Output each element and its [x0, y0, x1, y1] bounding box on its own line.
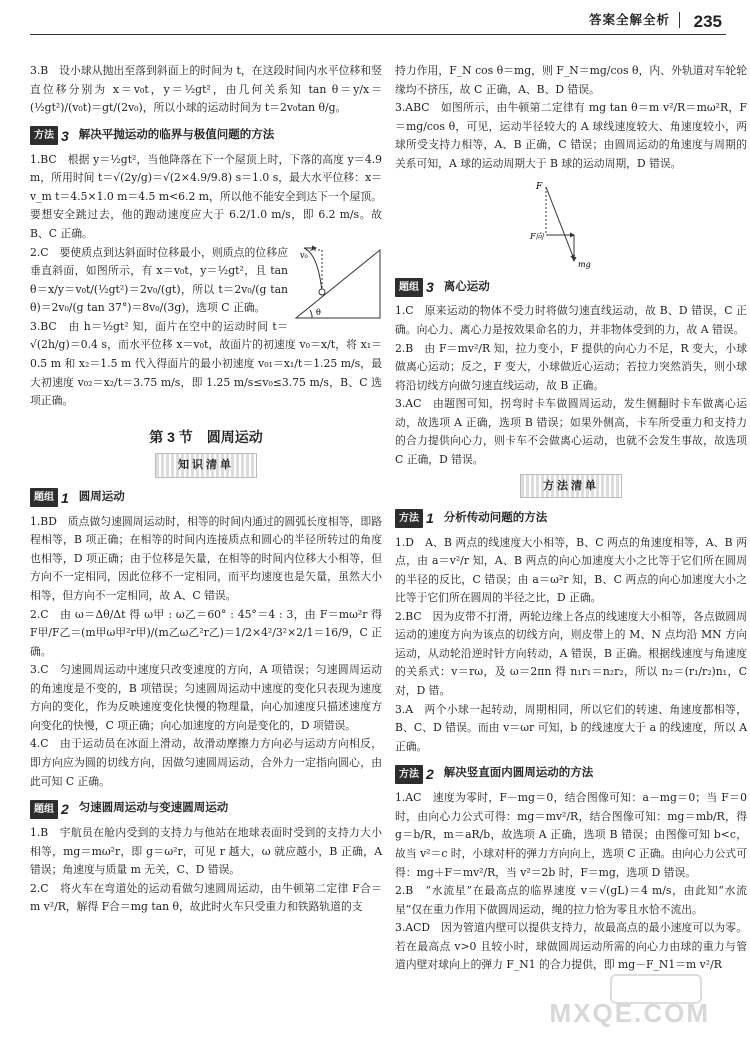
- topic-2-heading: [30, 797, 382, 821]
- header-title: 答案全解全析: [588, 13, 670, 27]
- v0-label: v₀: [300, 250, 308, 260]
- answer-t2-2c: 2.C 将火车在弯道处的运动看做匀速圆周运动，由牛顿第二定律 F合＝m v²/R，解得 F合＝mg tan θ，故此时火车只受重力和铁路轨道的支: [30, 881, 382, 914]
- page-number: 235: [693, 12, 722, 31]
- answer-3b: 3.B 设小球从抛出至落到斜面上的时间为 t，在这段时间内水平位移和竖直位移分别为 x＝v₀t，y＝½gt²，由几何关系知 tan θ＝y/x＝(½gt²)/(v₀t)＝gt/(2v₀)，所以小球的运动时间为 t＝2v₀tan θ/g。: [30, 64, 382, 115]
- answer-t1-2c: 2.C 由 ω＝Δθ/Δt 得 ω甲 : ω乙＝60° : 45°＝4 : 3，由 F＝mω²r 得 F甲/F乙＝(m甲ω甲²r甲)/(m乙ω乙²r乙)＝1/2×4²/3²×2/1＝16/9，C 正确。: [30, 607, 382, 658]
- incline-figure: [294, 244, 382, 322]
- banner-text: 知识清单: [155, 453, 257, 478]
- topic-title: 离心运动: [443, 280, 490, 293]
- answer-1bc: 1.BC 根据 y＝½gt²，当他降落在下一个屋顶上时，下落的高度 y＝4.9 m，所用时间 t＝√(2y/g)＝√(2×4.9/9.8) s＝1.0 s，最大水平位移：x＝v_m t＝4.5×1.0 m＝4.5 m<6.2 m，所以他不能安全到达下一个屋顶。要想安全跳过去，他的跑动速度应大于 6.2/1.0 m/s，即 6.2 m/s。故 B、C 正确。: [30, 152, 382, 241]
- answer-m1-1d: 1.D A、B 两点的线速度大小相等，B、C 两点的角速度相等，A、B 两点，由 a＝v²/r 知，A、B 两点的向心加速度大小之比等于它们所在圆周的半径的反比，C 错误；由 a＝ω²r 知，B、C 两点的向心加速度大小之比等于它们所在圆周的半径之比，D 正确。: [395, 535, 747, 605]
- answer-m2-2b: 2.B “水流星”在最高点的临界速度 v＝√(gL)＝4 m/s，由此知“水流星”仅在重力作用下做圆周运动，绳的拉力恰为零且水恰不流出。: [395, 884, 747, 916]
- topic-tag: 题组: [395, 278, 423, 297]
- topic-tag: 题组: [30, 800, 58, 819]
- banner-text: 方法清单: [520, 474, 622, 499]
- topic-1-heading: [30, 486, 382, 510]
- header-rule: [30, 34, 726, 35]
- answer-m1-3a: 3.A 两个小球一起转动，周期相同，所以它们的转速、角速度都相等，B、C、D 错误。而由 v＝ωr 可知，b 的线速度大于 a 的线速度，所以 A 正确。: [395, 702, 747, 753]
- watermark: MXQE.COM: [549, 998, 710, 1029]
- answer-2c-block: [30, 244, 382, 318]
- left-column: [30, 62, 382, 917]
- method-title: 解决竖直面内圆周运动的方法: [443, 767, 594, 780]
- method-number: 2: [426, 766, 434, 783]
- method-1-heading: [395, 506, 747, 530]
- topic-3-heading: [395, 275, 747, 299]
- answer-t2-1b: 1.B 宇航员在舱内受到的支持力与他站在地球表面时受到的支持力大小相等，mg＝mω²r，即 g＝ω²r，可见 r 越大，ω 就应越小，B 正确，A 错误；角速度与质量 m 无关，C、D 错误。: [30, 826, 382, 877]
- answer-t1-1bd: 1.BD 质点做匀速圆周运动时，相等的时间内通过的圆弧长度相等，即路程相等，B 项正确；在相等的时间内连接质点和圆心的半径所转过的角度也相等，D 项正确；由于位移是矢量，在相等的时间内位移大小相等，但方向不一定相同，因此位移不一定相同，而平均速度也是矢量，虽然大小相等，但方向不一定相同，故 A、C 错误。: [30, 514, 382, 602]
- method-2-heading: [395, 762, 747, 786]
- force-triangle-figure: [526, 177, 616, 269]
- answer-3bc: 3.BC 由 h＝½gt² 知，面片在空中的运动时间 t＝√(2h/g)＝0.4 s，而水平位移 x＝v₀t，故面片的初速度 v₀＝x/t，将 x₁＝0.5 m 和 x₂＝1.5 m 代入得面片的最小初速度 v₀₁＝x₁/t＝1.25 m/s，最大初速度 v₀₂＝x₂/t＝3.75 m/s，即 1.25 m/s≤v₀≤3.75 m/s，B、C 选项正确。: [30, 319, 382, 408]
- right-column: [395, 62, 747, 975]
- mg-label: mg: [578, 260, 591, 270]
- theta-label: θ: [316, 307, 321, 317]
- method-number: 3: [61, 127, 69, 144]
- answer-t3-3ac: 3.AC 由题图可知，拐弯时卡车做圆周运动，发生侧翻时卡车做离心运动，故选项 A 正确，选项 B 错误；如果外侧高，卡车所受重力和支持力的合力提供向心力，则卡车不会做离心运动，也就不会发生事故，故选项 C 正确，D 错误。: [395, 397, 747, 466]
- topic-title: 圆周运动: [78, 490, 125, 503]
- method-3-heading: [30, 124, 382, 148]
- answer-t3-1c: 1.C 原来运动的物体不受力时将做匀速直线运动，故 B、D 错误，C 正确。向心力、离心力是按效果命名的力，并非物体受到的力，故 A 错误。: [395, 304, 747, 337]
- method-number: 1: [426, 510, 434, 527]
- topic-number: 3: [426, 279, 434, 296]
- method-tag: 方法: [30, 126, 58, 145]
- topic-tag: 题组: [30, 488, 58, 507]
- topic-title: 匀速圆周运动与变速圆周运动: [78, 802, 229, 815]
- answer-2c: 2.C 要使质点到达斜面时位移最小，则质点的位移应垂直斜面，如图所示，有 x＝v₀t，y＝½gt²，且 tan θ＝x/y＝v₀t/(½gt²)＝2v₀/(gt)，所以 t＝2v₀/(g tan θ)＝2v₀/(g tan 37°)＝8v₀/(3g)，选项 C 正确。: [30, 245, 288, 315]
- answer-t1-3c: 3.C 匀速圆周运动中速度只改变速度的方向，A 项错误；匀速圆周运动的角速度是不变的，B 项错误；匀速圆周运动中速度的变化只表现为速度方向的变化，作为反映速度变化快慢的物理量，向心加速度只描述速度方向变化的快慢，C 项正确；向心加速度的方向是变化的，D 项错误。: [30, 663, 382, 732]
- answer-t1-4c: 4.C 由于运动员在冰面上滑动，故滑动摩擦力方向必与运动方向相反，即方向应为圆的切线方向，因做匀速圆周运动，合外力一定指向圆心，由此可知 C 正确。: [30, 737, 382, 788]
- method-tag: 方法: [395, 509, 423, 528]
- f-label: F: [536, 182, 543, 193]
- fn-label: F向: [530, 232, 544, 242]
- topic-number: 2: [61, 801, 69, 818]
- answer-t3-2b: 2.B 由 F＝mv²/R 知，拉力变小，F 提供的向心力不足，R 变大，小球做离心运动；反之，F 变大，小球做近心运动；若拉力突然消失，则小球将沿切线方向做匀速直线运动，故 B 正确。: [395, 341, 747, 392]
- answer-m1-2bc: 2.BC 因为皮带不打滑，两轮边缘上各点的线速度大小相等，各点做圆周运动的速度方向为该点的切线方向，则皮带上的 M、N 点均沿 MN 方向运动，从动轮沿逆时针方向转动，A 错误，B 正确。根据线速度与角速度的关系式：v＝rω，及 ω＝2πn 得 n₁r₁＝n₂r₂，所以 n₂＝(r₁/r₂)n₁，C 对，D 错。: [395, 609, 747, 697]
- answer-m2-1ac: 1.AC 速度为零时，F－mg＝0，结合图像可知：a－mg＝0；当 F＝0 时，由向心力公式可得：mg＝mv²/R，结合图像可知：mg＝mb/R，得 g＝b/R，m＝aR/b，故选项 A 正确，选项 B 错误；由图像可知 b<c，故当 v²＝c 时，小球对杆的弹力方向向上，选项 C 正确。由向心力公式可得：mg＋F＝mv²/R，当 v²＝2b 时，F＝mg，选项 D 错误。: [395, 791, 747, 879]
- answer-3abc: 3.ABC 如图所示，由牛顿第二定律有 mg tan θ＝m v²/R＝mω²R，F＝mg/cos θ，可见，运动半径较大的 A 球线速度较大、角速度较小，两球所受支持力相等，A、B 正确，C 错误；由圆周运动的角速度与周期的关系可知，A 球的运动周期大于 B 球的运动周期，D 错误。: [395, 101, 747, 170]
- answer-cont: 持力作用，F_N cos θ＝mg，则 F_N＝mg/cos θ，内、外轨道对车轮轮缘均不挤压，故 C 正确，A、B、D 错误。: [395, 64, 747, 96]
- header-separator: [679, 12, 681, 28]
- method-title: 分析传动问题的方法: [443, 511, 548, 524]
- method-tag: 方法: [395, 765, 423, 784]
- knowledge-banner: [30, 453, 382, 478]
- topic-number: 1: [61, 489, 69, 506]
- method-banner: [395, 474, 747, 499]
- answer-m2-3acd: 3.ACD 因为管道内壁可以提供支持力，故最高点的最小速度可以为零。若在最高点 v>0 且较小时，球做圆周运动所需的向心力由球的重力与管道内壁对球向上的弹力 F_N1 的合力提供，即 mg－F_N1＝m v²/R: [395, 921, 747, 972]
- page-header: [0, 8, 750, 36]
- method-title: 解决平抛运动的临界与极值问题的方法: [78, 128, 275, 141]
- section-title: 第 3 节 圆周运动: [149, 428, 263, 445]
